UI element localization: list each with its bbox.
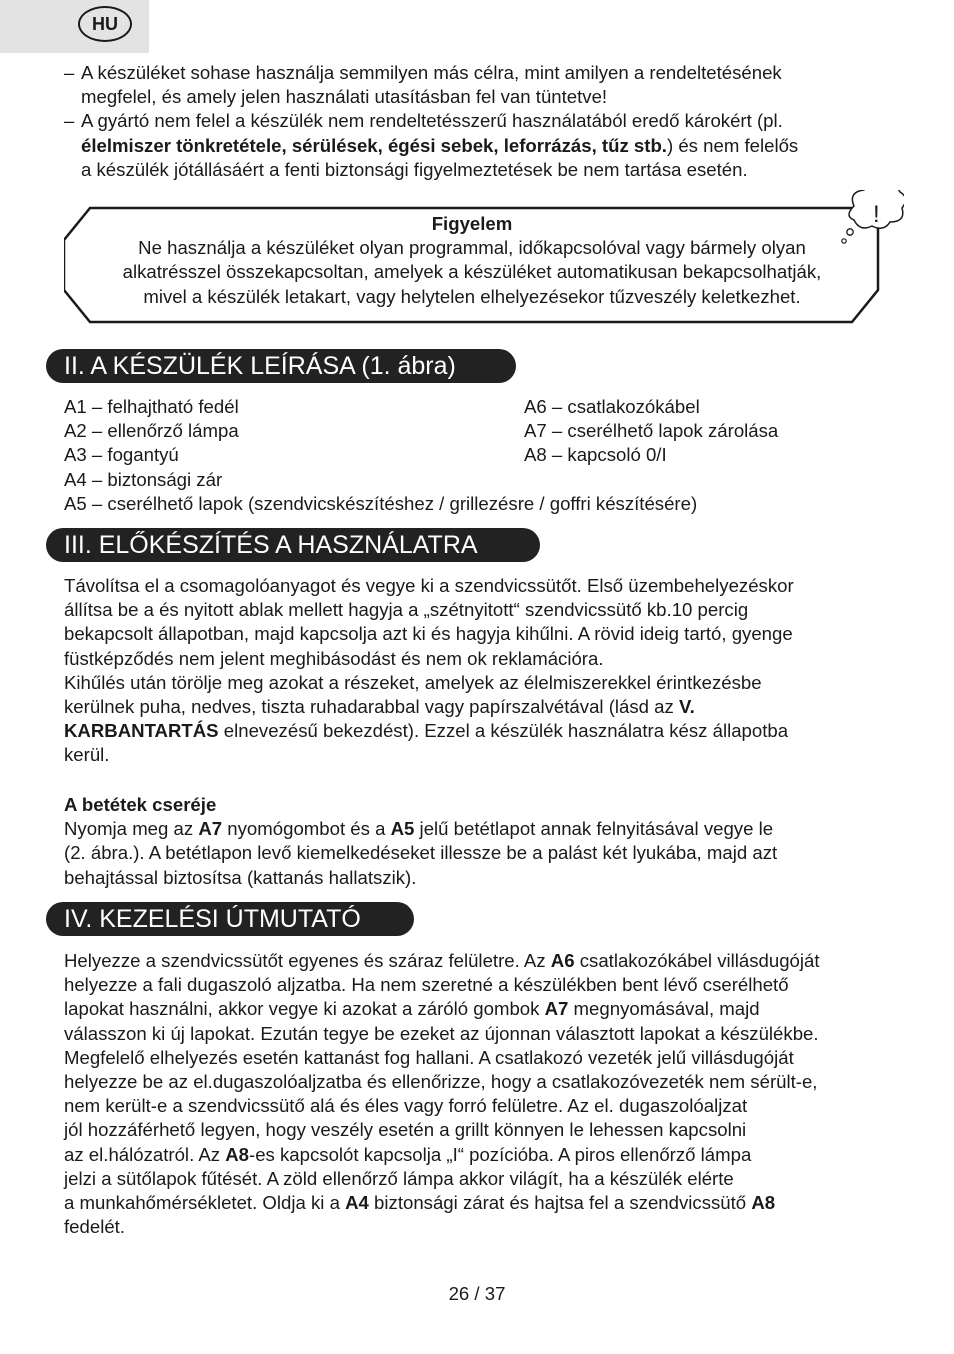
text: Nyomja meg az (64, 818, 199, 840)
text: -es kapcsolót kapcsolja „I“ pozícióba. A piros ellenőrző lámpa (249, 1143, 752, 1165)
part-item: A4 – biztonsági zár (64, 468, 223, 490)
sub-heading: A betétek cseréje (64, 794, 217, 815)
bold-text: élelmiszer tönkretétele, sérülések, égési sebek, leforrázás, tűz stb. (81, 134, 667, 156)
text-line (64, 1191, 914, 1215)
text-line: füstképződés nem jelent meghibásodást és nem ok reklamációra. (64, 647, 604, 669)
bold-text: A7 (198, 818, 223, 840)
bold-text: A6 (550, 950, 575, 971)
text: megnyomásával, majd (568, 998, 760, 1020)
bold-text: A5 (390, 818, 415, 840)
text: kerülnek puha, nedves, tiszta ruhadarabbal vagy papírszalvétával (lásd az (64, 696, 679, 718)
text-line (64, 695, 904, 719)
intro-list (64, 61, 904, 182)
language-tab (0, 0, 149, 53)
text-line (64, 1143, 914, 1167)
intro-line: megfelel, és amely jelen használati utasításban fel van tüntetve! (81, 86, 608, 108)
text-line: helyezze be az el.dugaszolóaljzatba és ellenőrizze, hogy a csatlakozóvezeték nem sérült-e, (64, 1071, 818, 1093)
text: lapokat használni, akkor vegye ki azokat a záróló gombok (64, 998, 545, 1020)
part-item: A8 – kapcsoló 0/I (524, 444, 667, 466)
part-item: A3 – fogantyú (64, 444, 179, 466)
text-line (64, 719, 904, 743)
text: elnevezésű bekezdést). Ezzel a készülék használatra kész állapotba (218, 720, 789, 742)
bold-text: A8 (225, 1143, 250, 1165)
text-line: behajtással biztosítsa (kattanás hallatszik). (64, 866, 417, 888)
warning-content (66, 212, 878, 309)
warning-title: Figyelem (431, 213, 513, 234)
bold-text: A4 (345, 1192, 369, 1214)
bold-text: V. (678, 696, 695, 718)
text: a munkahőmérsékletet. Oldja ki a (64, 1192, 346, 1214)
part-item: A5 – cserélhető lapok (szendvicskészítéshez / grillezésre / goffri készítésére) (64, 493, 698, 514)
preparation-text (64, 574, 904, 768)
text-line: helyezze a fali dugaszoló aljzatba. Ha nem szeretné a készülékben bent lévő cserélhető (64, 974, 789, 996)
dash: – (64, 62, 75, 83)
text-line (64, 949, 914, 973)
text: Helyezze a szendvicssütőt egyenes és száraz felületre. Az (64, 950, 551, 971)
warning-line: Ne használja a készüléket olyan programmal, időkapcsolóval vagy bármely olyan (138, 237, 806, 259)
dash: – (64, 110, 75, 132)
section-heading-description: II. A KÉSZÜLÉK LEÍRÁSA (1. ábra) (46, 349, 516, 383)
section-heading-operation: IV. KEZELÉSI ÚTMUTATÓ (46, 902, 414, 936)
parts-column-left (64, 395, 239, 492)
text-line: Távolítsa el a csomagolóanyagot és vegye ki a szendvicssütőt. Első üzembehelyezéskor (64, 575, 794, 596)
part-item: A1 – felhajtható fedél (64, 396, 239, 417)
text-line: jelzi a sütőlapok fűtését. A zöld ellenőrző lámpa akkor világít, ha a készülék elérte (64, 1167, 734, 1189)
text-line (64, 997, 914, 1021)
warning-line: mivel a készülék letakart, vagy helytelen elhelyezésekor tűzveszély keletkezhet. (143, 285, 801, 307)
bold-text: A8 (751, 1192, 776, 1214)
text: az el.hálózatról. Az (64, 1143, 226, 1165)
parts-column-right (524, 395, 778, 468)
text-line: kerül. (64, 744, 110, 766)
language-badge: HU (78, 6, 132, 42)
operation-text (64, 949, 914, 1239)
intro-line: A gyártó nem felel a készülék nem rendeltetésszerű használatából eredő károkért (pl. (81, 110, 783, 132)
bold-text: KARBANTARTÁS (64, 720, 219, 742)
intro-line: a készülék jótállásáért a fenti biztonsági figyelmeztetések be nem tartása esetén. (81, 158, 748, 180)
text: biztonsági zárat és hajtsa fel a szendvicssütő (368, 1192, 752, 1214)
text-line: (2. ábra.). A betétlapon levő kiemelkedéseket illessze be a palást két lyukába, majd azt (64, 842, 778, 864)
text-line: fedelét. (64, 1216, 125, 1238)
text: ) és nem felelős (666, 134, 799, 156)
text-line: jól hozzáférhető legyen, hogy veszély esetén a grillt könnyen le lehessen kapcsolni (64, 1119, 747, 1141)
part-item: A6 – csatlakozókábel (524, 396, 700, 417)
text-line: Kihűlés után törölje meg azokat a részeket, amelyek az élelmiszerekkel érintkezésbe (64, 671, 762, 693)
intro-line (81, 134, 904, 158)
text-line: állítsa be a és nyitott ablak mellett hagyja a „szétnyitott“ szendvicssütő kb.10 percig (64, 599, 749, 621)
text-line: bekapcsolt állapotban, majd kapcsolja azt ki és hagyja kihűlni. A rövid ideig tartó, gyenge (64, 623, 793, 645)
warning-line: alkatrésszel összekapcsoltan, amelyek a készüléket automatikusan bekapcsolhatják, (122, 261, 822, 283)
text-line (64, 817, 904, 841)
text: jelű betétlapot annak felnyitásával vegye le (414, 818, 774, 840)
bold-text: A7 (544, 998, 569, 1020)
insert-change-text (64, 793, 904, 890)
section-heading-preparation: III. ELŐKÉSZÍTÉS A HASZNÁLATRA (46, 528, 540, 562)
intro-line: A készüléket sohase használja semmilyen más célra, mint amilyen a rendeltetésének (81, 62, 782, 83)
part-item: A7 – cserélhető lapok zárolása (524, 420, 779, 442)
text-line: Megfelelő elhelyezés esetén kattanást fog hallani. A csatlakozó vezeték jelű villásdugóját (64, 1046, 794, 1068)
text: csatlakozókábel villásdugóját (574, 950, 820, 971)
intro-item (64, 61, 904, 109)
text: nyomógombot és a (222, 818, 391, 840)
page-number: 26 / 37 (448, 1283, 506, 1304)
parts-list (64, 395, 904, 519)
text-line: válasszon ki új lapokat. Ezután tegye be ezeket az újonnan választott lapokat a készülékbe. (64, 1022, 819, 1044)
intro-item (64, 109, 904, 182)
exclamation-icon: ! (873, 201, 880, 228)
text-line: nem került-e a szendvicssütő alá és éles vagy forró felületre. Az el. dugaszolóaljzat (64, 1095, 748, 1117)
part-item: A2 – ellenőrző lámpa (64, 420, 239, 442)
